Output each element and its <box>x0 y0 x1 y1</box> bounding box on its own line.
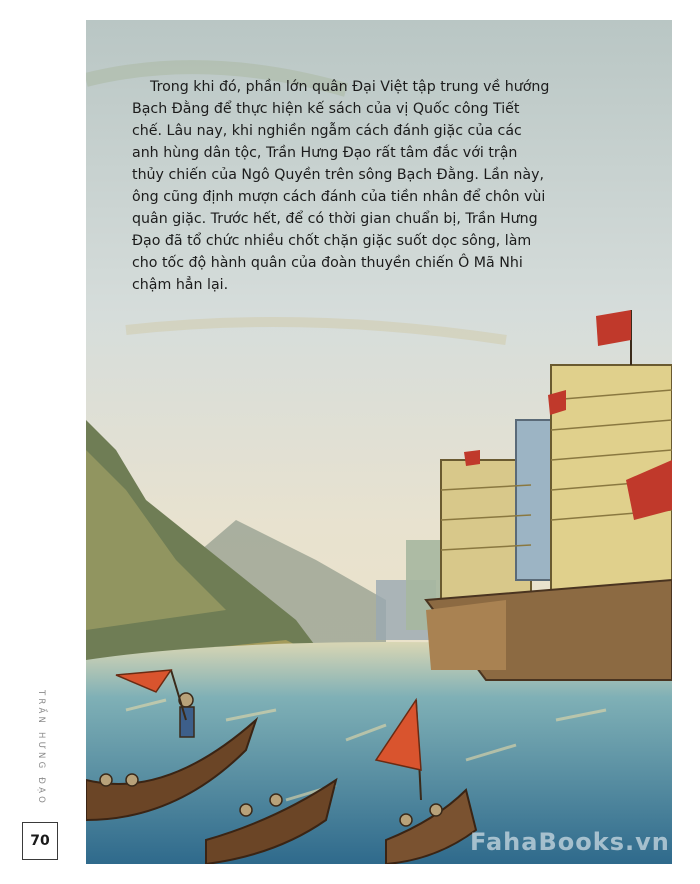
watermark: FahaBooks.vn <box>470 828 670 856</box>
story-text <box>132 76 552 296</box>
running-title: TRẦN HƯNG ĐẠO <box>36 690 46 806</box>
page-number-label: 70 <box>30 833 50 849</box>
page-number <box>22 822 58 860</box>
story-paragraph: Trong khi đó, phần lớn quân Đại Việt tập trung về hướng Bạch Đằng để thực hiện kế sách của vị Quốc công Tiết chế. Lâu nay, khi nghiền ngẫm cách đánh giặc của các anh hùng dân tộc, Trần Hưng Đạo rất tâm đắc với trận thủy chiến của Ngô Quyền trên sông Bạch Đằng. Lần này, ông cũng định mượn cách đánh của tiền nhân để chôn vùi quân giặc. Trước hết, để có thời gian chuẩn bị, Trần Hưng Đạo đã tổ chức nhiều chốt chặn giặc suốt dọc sông, làm cho tốc độ hành quân của đoàn thuyền chiến Ô Mã Nhi chậm hẳn lại. <box>132 79 550 293</box>
